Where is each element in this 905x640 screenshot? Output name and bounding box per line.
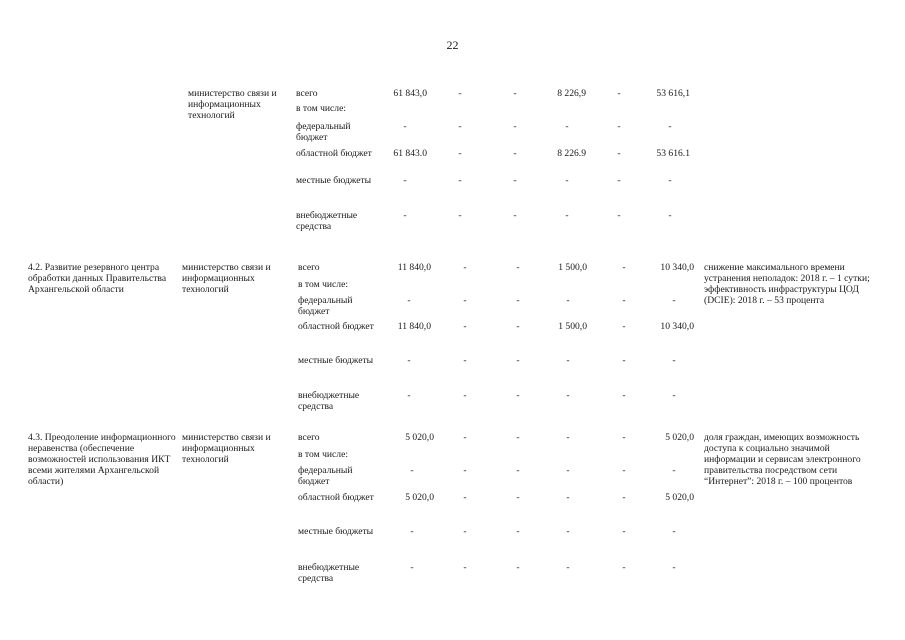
amount-cell: - <box>463 390 467 401</box>
table-row <box>0 562 905 592</box>
amount-cell: - <box>617 121 621 132</box>
amount-cell: - <box>463 492 467 503</box>
amount-cell: 61 843.0 <box>393 148 427 159</box>
amount-cell: - <box>513 121 517 132</box>
amount-cell: - <box>403 175 407 186</box>
amount-cell: - <box>410 526 414 537</box>
amount-cell: - <box>622 432 626 443</box>
amount-cell: - <box>668 210 672 221</box>
amount-cell: - <box>622 321 626 332</box>
amount-cell: - <box>410 562 414 573</box>
table-row <box>0 390 905 420</box>
amount-cell: - <box>622 465 626 476</box>
amount-cell: - <box>463 432 467 443</box>
funding-source: областной бюджет <box>298 492 374 503</box>
funding-source: в том числе: <box>298 449 349 460</box>
funding-source: областной бюджет <box>296 148 372 159</box>
amount-cell: - <box>565 210 569 221</box>
amount-cell: 1 500,0 <box>558 321 587 332</box>
funding-source: всего <box>298 432 320 443</box>
funding-source: местные бюджеты <box>298 355 374 366</box>
table-row <box>0 526 905 556</box>
amount-cell: - <box>407 355 411 366</box>
amount-cell: - <box>565 121 569 132</box>
section-executor: министерство связи и информационных технологий <box>182 432 271 465</box>
funding-source: в том числе: <box>298 279 349 290</box>
table-row <box>0 175 905 205</box>
amount-cell: - <box>516 295 520 306</box>
amount-cell: - <box>566 295 570 306</box>
funding-source: федеральный бюджет <box>296 121 351 143</box>
amount-cell: - <box>458 148 462 159</box>
amount-cell: - <box>566 562 570 573</box>
amount-cell: - <box>668 121 672 132</box>
funding-source: федеральный бюджет <box>298 295 353 317</box>
amount-cell: - <box>458 121 462 132</box>
amount-cell: - <box>463 465 467 476</box>
amount-cell: - <box>565 175 569 186</box>
amount-cell: - <box>566 492 570 503</box>
table-row <box>0 121 905 151</box>
funding-source: всего <box>296 88 318 99</box>
amount-cell: - <box>513 148 517 159</box>
funding-source: внебюджетные средства <box>298 562 360 584</box>
amount-cell: - <box>617 175 621 186</box>
amount-cell: - <box>672 526 676 537</box>
amount-cell: - <box>516 526 520 537</box>
amount-cell: - <box>513 175 517 186</box>
funding-source: федеральный бюджет <box>298 465 353 487</box>
amount-cell: 10 340,0 <box>660 262 694 273</box>
amount-cell: - <box>566 526 570 537</box>
section-goal: доля граждан, имеющих возможность доступа к социально значимой информации и сервисам электронного правительства посредством сети “Интернет”: 2018 г. – 100 процентов <box>704 432 861 487</box>
amount-cell: - <box>516 390 520 401</box>
amount-cell: - <box>407 390 411 401</box>
table-row <box>0 321 905 351</box>
amount-cell: - <box>622 526 626 537</box>
amount-cell: 8 226.9 <box>557 148 586 159</box>
amount-cell: - <box>672 390 676 401</box>
amount-cell: - <box>566 390 570 401</box>
table-row <box>0 210 905 240</box>
amount-cell: - <box>463 562 467 573</box>
amount-cell: - <box>672 355 676 366</box>
amount-cell: 53 616.1 <box>656 148 690 159</box>
amount-cell: - <box>672 465 676 476</box>
funding-source: внебюджетные средства <box>298 390 360 412</box>
amount-cell: - <box>566 432 570 443</box>
amount-cell: - <box>458 210 462 221</box>
amount-cell: - <box>463 262 467 273</box>
amount-cell: - <box>622 562 626 573</box>
amount-cell: 11 840,0 <box>397 321 431 332</box>
amount-cell: - <box>617 88 621 99</box>
amount-cell: - <box>403 210 407 221</box>
section-title: 4.3. Преодоление информационного неравенства (обеспечение возможностей использования ИКТ всеми жителями Архангельской области) <box>28 432 176 487</box>
amount-cell: - <box>672 295 676 306</box>
funding-source: местные бюджеты <box>298 526 374 537</box>
amount-cell: 11 840,0 <box>397 262 431 273</box>
section-executor: министерство связи и информационных технологий <box>182 262 271 295</box>
amount-cell: - <box>516 355 520 366</box>
amount-cell: 8 226,9 <box>557 88 586 99</box>
amount-cell: - <box>516 432 520 443</box>
amount-cell: - <box>403 121 407 132</box>
amount-cell: - <box>410 465 414 476</box>
funding-source: в том числе: <box>296 103 347 114</box>
funding-source: внебюджетные средства <box>296 210 358 232</box>
amount-cell: 5 020,0 <box>665 432 694 443</box>
amount-cell: 1 500,0 <box>558 262 587 273</box>
amount-cell: - <box>463 526 467 537</box>
amount-cell: 53 616,1 <box>656 88 690 99</box>
amount-cell: - <box>516 262 520 273</box>
amount-cell: - <box>463 321 467 332</box>
page-number: 22 <box>446 38 459 52</box>
amount-cell: - <box>516 465 520 476</box>
amount-cell: 5 020,0 <box>405 432 434 443</box>
table-row <box>0 148 905 178</box>
section-title: 4.2. Развитие резервного центра обработки данных Правительства Архангельской области <box>28 262 167 295</box>
amount-cell: - <box>513 210 517 221</box>
funding-source: местные бюджеты <box>296 175 372 186</box>
amount-cell: - <box>566 355 570 366</box>
amount-cell: 5 020,0 <box>405 492 434 503</box>
amount-cell: - <box>617 148 621 159</box>
table-row <box>0 492 905 522</box>
funding-source: всего <box>298 262 320 273</box>
table-row <box>0 465 905 495</box>
amount-cell: - <box>516 492 520 503</box>
amount-cell: - <box>463 355 467 366</box>
funding-source: областной бюджет <box>298 321 374 332</box>
amount-cell: - <box>622 492 626 503</box>
amount-cell: - <box>668 175 672 186</box>
section-executor: министерство связи и информационных технологий <box>188 88 277 121</box>
amount-cell: - <box>458 175 462 186</box>
amount-cell: - <box>407 295 411 306</box>
amount-cell: - <box>622 262 626 273</box>
amount-cell: 10 340,0 <box>660 321 694 332</box>
amount-cell: - <box>463 295 467 306</box>
amount-cell: - <box>622 295 626 306</box>
amount-cell: - <box>516 562 520 573</box>
amount-cell: - <box>622 355 626 366</box>
table-row <box>0 355 905 385</box>
amount-cell: 61 843,0 <box>393 88 427 99</box>
amount-cell: 5 020,0 <box>665 492 694 503</box>
amount-cell: - <box>617 210 621 221</box>
amount-cell: - <box>513 88 517 99</box>
amount-cell: - <box>458 88 462 99</box>
section-goal: снижение максимального времени устранения неполадок: 2018 г. – 1 сутки; эффективность инфраструктуры ЦОД (DCIE): 2018 г. – 53 процента <box>704 262 870 306</box>
amount-cell: - <box>622 390 626 401</box>
amount-cell: - <box>516 321 520 332</box>
amount-cell: - <box>672 562 676 573</box>
amount-cell: - <box>566 465 570 476</box>
